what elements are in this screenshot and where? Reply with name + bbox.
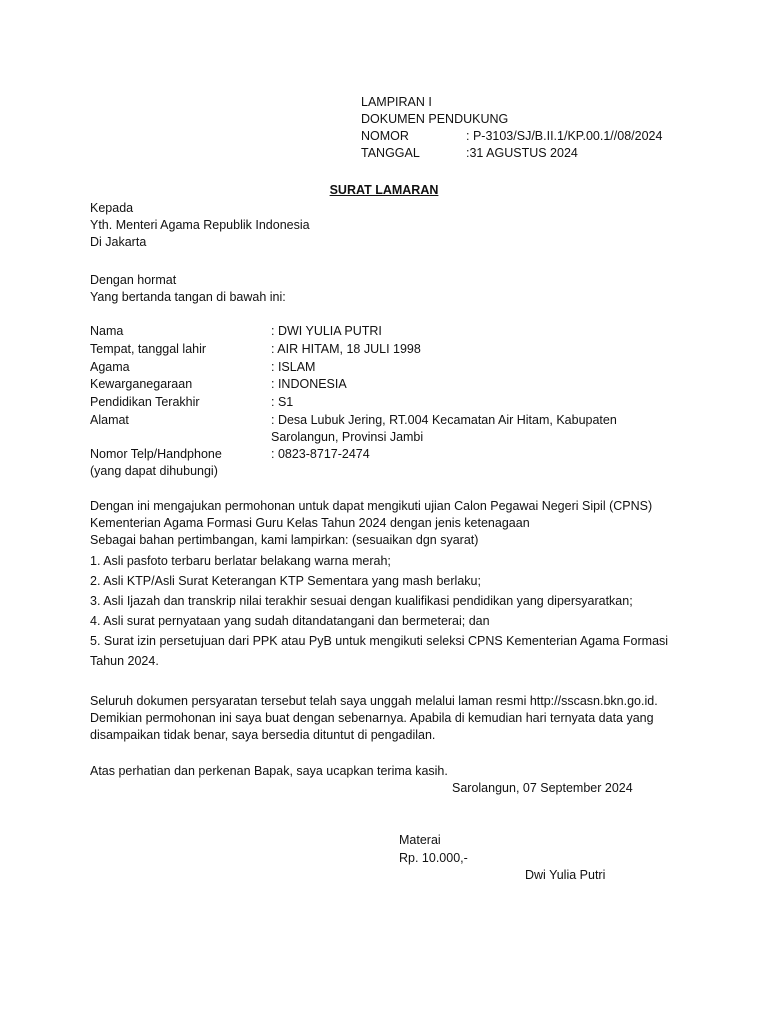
letter-title: SURAT LAMARAN: [329, 183, 439, 197]
body-p1-line-2: Kementerian Agama Formasi Guru Kelas Tahun 2024 dengan jenis ketenagaan: [90, 516, 530, 530]
telp-value: : 0823-8717-2474: [271, 447, 370, 461]
pendidikan-value: : S1: [271, 395, 294, 409]
list-item-continuation: Tahun 2024.: [90, 654, 159, 668]
lampiran-label: LAMPIRAN I: [361, 95, 432, 109]
materai-label: Materai: [399, 833, 441, 847]
nomor-label: NOMOR: [361, 129, 409, 143]
recipient-line-2: Yth. Menteri Agama Republik Indonesia: [90, 218, 310, 232]
tanggal-value: :31 AGUSTUS 2024: [466, 146, 578, 160]
closing-text: Atas perhatian dan perkenan Bapak, saya ucapkan terima kasih.: [90, 764, 448, 778]
materai-amount: Rp. 10.000,-: [399, 851, 468, 865]
dokumen-label: DOKUMEN PENDUKUNG: [361, 112, 509, 126]
recipient-line-1: Kepada: [90, 201, 134, 215]
signer-name: Dwi Yulia Putri: [525, 868, 606, 882]
recipient-line-3: Di Jakarta: [90, 235, 147, 249]
ttl-label: Tempat, tanggal lahir: [90, 342, 207, 356]
body-p2-line-2: Demikian permohonan ini saya buat dengan sebenarnya. Apabila di kemudian hari ternyata data yang: [90, 711, 654, 725]
nomor-value: : P-3103/SJ/B.II.1/KP.00.1//08/2024: [466, 129, 663, 143]
greeting-line-1: Dengan hormat: [90, 273, 177, 287]
nama-value: : DWI YULIA PUTRI: [271, 324, 382, 338]
list-item: 2. Asli KTP/Asli Surat Keterangan KTP Sementara yang mash berlaku;: [90, 574, 481, 588]
list-item: 4. Asli surat pernyataan yang sudah ditandatangani dan bermeterai; dan: [90, 614, 490, 628]
telp-label-line-1: Nomor Telp/Handphone: [90, 447, 222, 461]
kewarganegaraan-label: Kewarganegaraan: [90, 377, 193, 391]
body-p2-line-1: Seluruh dokumen persyaratan tersebut telah saya unggah melalui laman resmi http://sscasn.bkn.go.id.: [90, 694, 658, 708]
greeting-line-2: Yang bertanda tangan di bawah ini:: [90, 290, 286, 304]
kewarganegaraan-value: : INDONESIA: [271, 377, 347, 391]
place-date: Sarolangun, 07 September 2024: [452, 781, 633, 795]
body-p1-line-1: Dengan ini mengajukan permohonan untuk dapat mengikuti ujian Calon Pegawai Negeri Sipil (CPNS): [90, 499, 653, 513]
body-p1-line-3: Sebagai bahan pertimbangan, kami lampirkan: (sesuaikan dgn syarat): [90, 533, 479, 547]
telp-label-line-2: (yang dapat dihubungi): [90, 464, 218, 478]
list-item: 3. Asli Ijazah dan transkrip nilai terakhir sesuai dengan kualifikasi pendidikan yang dipersyaratkan;: [90, 594, 633, 608]
list-item: 5. Surat izin persetujuan dari PPK atau PyB untuk mengikuti seleksi CPNS Kementerian Agama Formasi: [90, 634, 669, 648]
list-item: 1. Asli pasfoto terbaru berlatar belakang warna merah;: [90, 554, 391, 568]
alamat-label: Alamat: [90, 413, 129, 427]
pendidikan-label: Pendidikan Terakhir: [90, 395, 200, 409]
agama-value: : ISLAM: [271, 360, 316, 374]
alamat-value-line-1: : Desa Lubuk Jering, RT.004 Kecamatan Air Hitam, Kabupaten: [271, 413, 617, 427]
agama-label: Agama: [90, 360, 130, 374]
ttl-value: : AIR HITAM, 18 JULI 1998: [271, 342, 421, 356]
body-p2-line-3: disampaikan tidak benar, saya bersedia dituntut di pengadilan.: [90, 728, 436, 742]
nama-label: Nama: [90, 324, 124, 338]
tanggal-label: TANGGAL: [361, 146, 420, 160]
alamat-value-line-2: Sarolangun, Provinsi Jambi: [271, 430, 424, 444]
